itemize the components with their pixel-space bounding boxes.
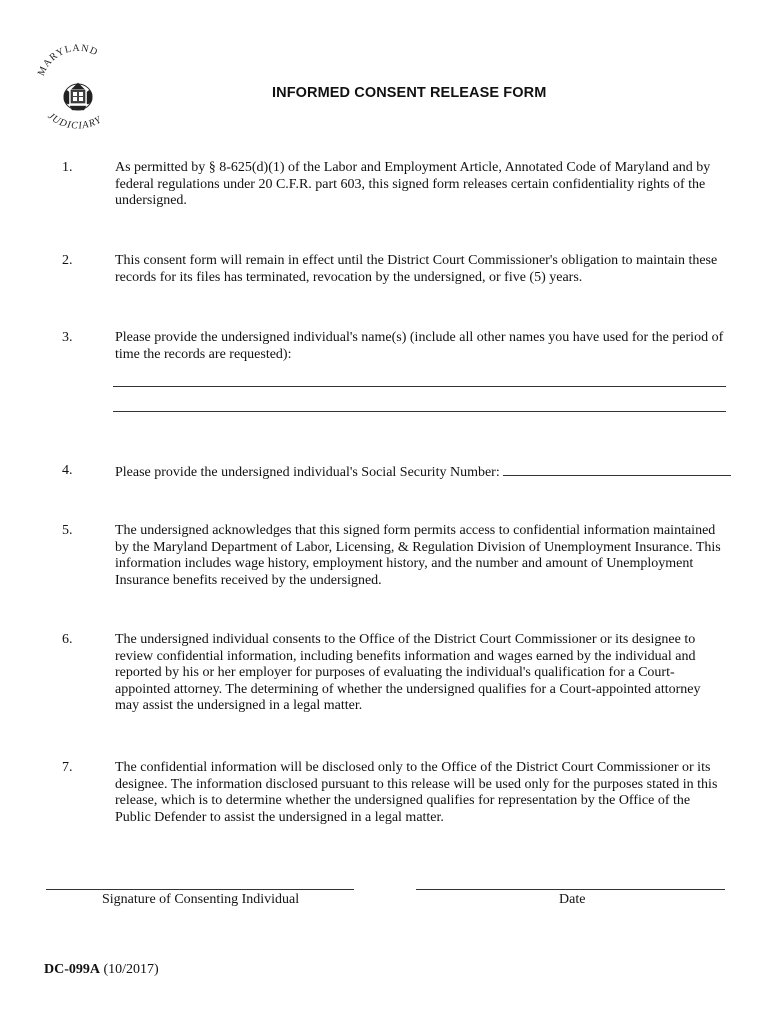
maryland-judiciary-seal xyxy=(28,44,128,136)
name-field-line-2[interactable] xyxy=(113,411,726,412)
ssn-row xyxy=(115,463,727,482)
item-number: 7. xyxy=(62,760,73,775)
item-number: 4. xyxy=(62,463,73,478)
item-number: 1. xyxy=(62,160,73,175)
form-code: DC-099A xyxy=(44,962,100,977)
form-number xyxy=(44,962,159,978)
seal-top-text: MARYLAND xyxy=(35,44,100,78)
svg-text:JUDICIARY xyxy=(45,111,104,132)
item-number: 2. xyxy=(62,253,73,268)
item-number: 3. xyxy=(62,330,73,345)
signature-line[interactable] xyxy=(46,889,354,890)
item-text: The confidential information will be disclosed only to the Office of the District Court Commissioner or its designee. The information disclosed pursuant to this release will be used only for the purposes stated in this release, which is to determine whether the undersigned qualifies for representation by the Office of the Public Defender to assist the undersigned in a legal matter. xyxy=(115,760,718,825)
item-number: 5. xyxy=(62,523,73,538)
item-text: Please provide the undersigned individual's name(s) (include all other names you have used for the period of time the records are requested): xyxy=(115,330,724,362)
form-date: (10/2017) xyxy=(103,962,159,977)
signature-label: Signature of Consenting Individual xyxy=(102,892,300,907)
item-text: As permitted by § 8-625(d)(1) of the Labor and Employment Article, Annotated Code of Maryland and by federal regulations under 20 C.F.R. part 603, this signed form releases certain confidentiality rights of the undersigned. xyxy=(115,160,711,208)
svg-text:MARYLAND xyxy=(36,44,100,78)
item-number: 6. xyxy=(62,632,73,647)
item-text: The undersigned individual consents to the Office of the District Court Commissioner or its designee to review confidential information, including benefits information and wages earned by the individual and reported by his or her employer for purposes of evaluating the individual's qualification for a Court-appointed attorney. The determining of whether the undersigned qualifies for a Court-appointed attorney may assist the undersigned in a legal matter. xyxy=(115,632,701,713)
name-field-line-1[interactable] xyxy=(113,386,726,387)
item-text: Please provide the undersigned individual's Social Security Number: xyxy=(115,465,500,480)
item-text: This consent form will remain in effect until the District Court Commissioner's obligation to maintain these records for its files has terminated, revocation by the undersigned, or five (5) years. xyxy=(115,253,718,285)
date-label: Date xyxy=(559,892,586,907)
ssn-field-line[interactable] xyxy=(503,463,731,476)
item-text: The undersigned acknowledges that this signed form permits access to confidential information maintained by the Maryland Department of Labor, Licensing, & Regulation Division of Unemployment Insurance. This information includes wage history, employment history, and the number and amount of Unemployment Insurance benefits received by the undersigned. xyxy=(115,523,721,588)
maryland-judiciary-seal-icon xyxy=(28,44,128,136)
page-title: INFORMED CONSENT RELEASE FORM xyxy=(272,85,547,101)
date-line[interactable] xyxy=(416,889,725,890)
seal-bottom-text: JUDICIARY xyxy=(45,110,104,132)
